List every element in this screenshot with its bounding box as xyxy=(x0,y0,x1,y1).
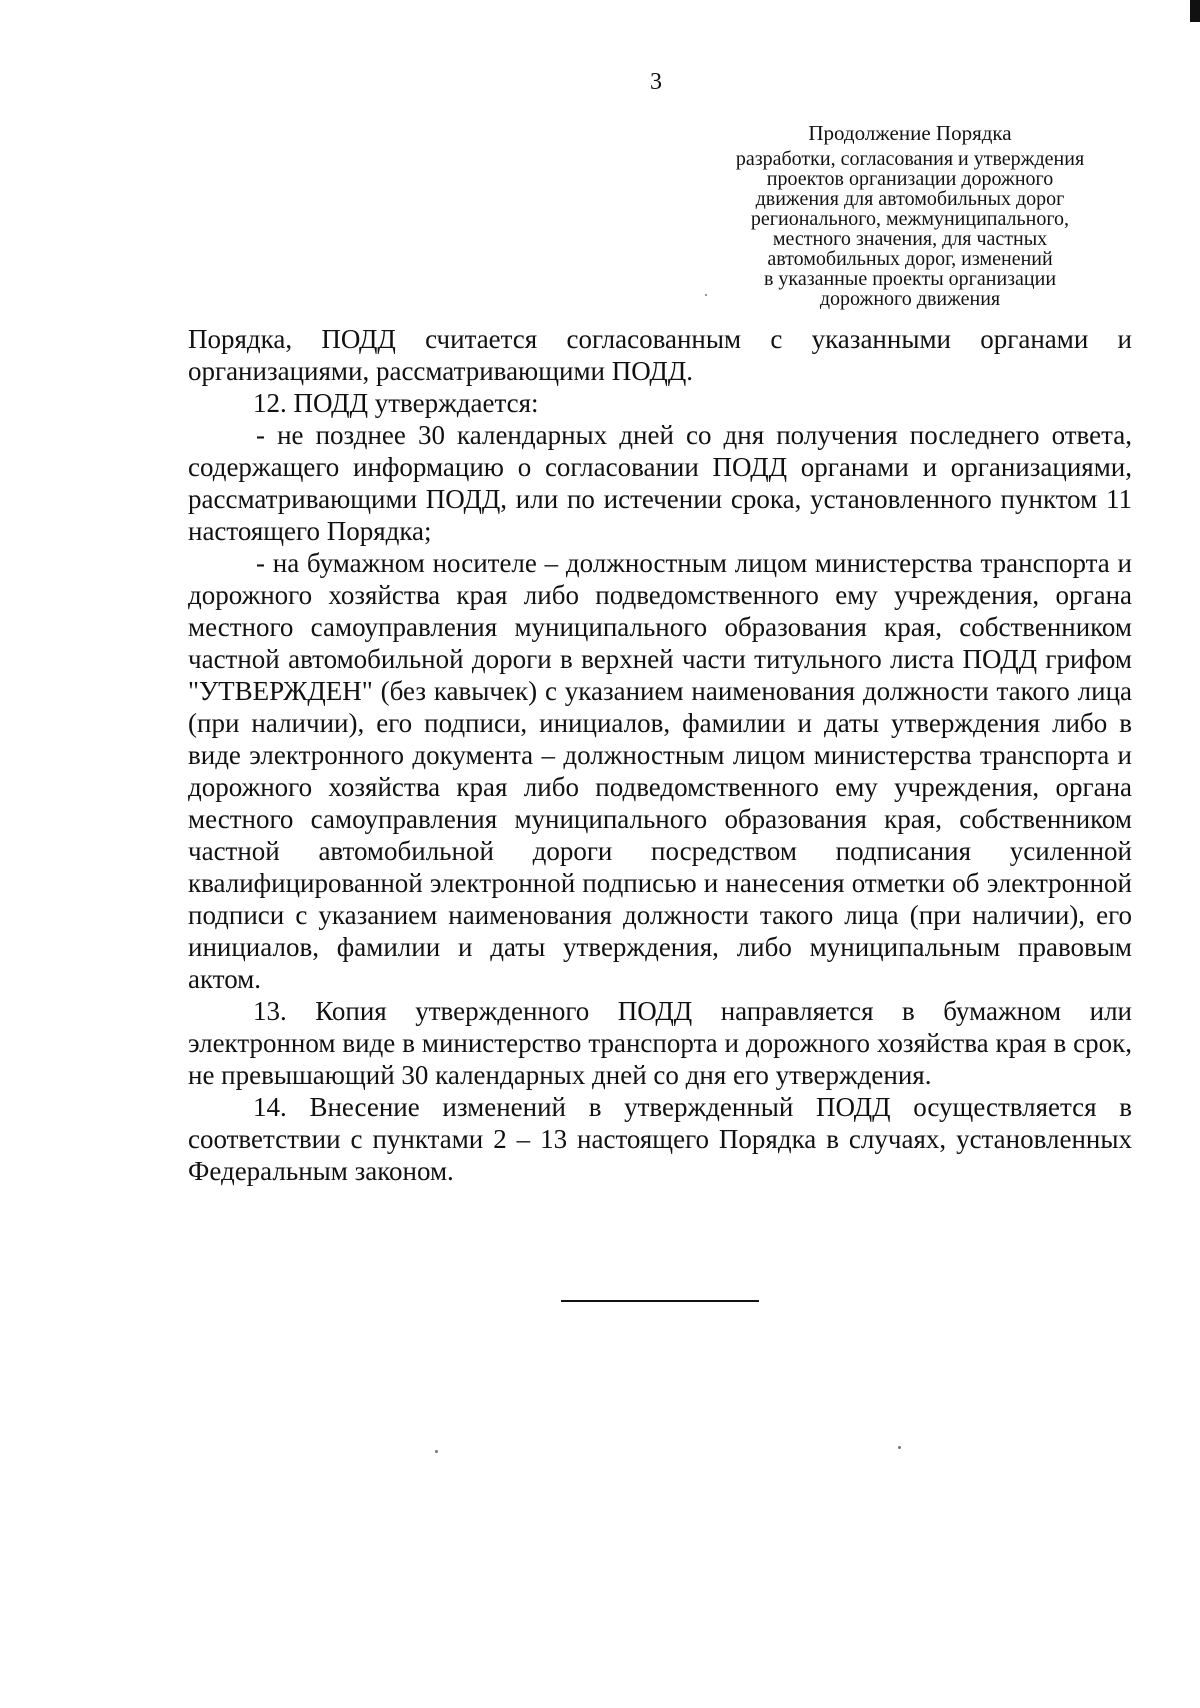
paragraph-12-heading: 12. ПОДД утверждается: xyxy=(253,388,539,418)
header-line: местного значения, для частных xyxy=(772,228,1048,250)
paragraph-12-item-1: - не позднее 30 календарных дней со дня получения последнего ответа, содержащего информацию о согласовании ПОДД органами и организациями, рассматривающими ПОДД, или по истечении срока, установленного пунктом 11 настоящего Порядка; xyxy=(188,420,1132,546)
header-line: в указанные проекты организации xyxy=(763,268,1057,290)
header-line: автомобильных дорог, изменений xyxy=(767,248,1053,270)
scan-edge-mark xyxy=(1190,0,1200,22)
document-header xyxy=(690,119,1130,309)
header-line: проектов организации дорожного xyxy=(766,168,1054,190)
paragraph-continuation: Порядка, ПОДД считается согласованным с указанными органами и организациями, рассматривающими ПОДД. xyxy=(188,324,1132,386)
paragraph-12-item-2: - на бумажном носителе – должностным лицом министерства транспорта и дорожного хозяйства края либо подведомственного ему учреждения, органа местного самоуправления муниципального образования края, собственником частной автомобильной дороги в верхней части титульного листа ПОДД грифом "УТВЕРЖДЕН" (без кавычек) с указанием наименования должности такого лица (при наличии), его подписи, инициалов, фамилии и даты утверждения либо в виде электронного документа – должностным лицом министерства транспорта и дорожного хозяйства края либо подведомственного ему учреждения, органа местного самоуправления муниципального образования края, собственником частной автомобильной дороги посредством подписания усиленной квалифицированной электронной подписью и нанесения отметки об электронной подписи с указанием наименования должности такого лица (при наличии), его инициалов, фамилии и даты утверждения, либо муниципальным правовым актом. xyxy=(188,548,1132,994)
header-line: дорожного движения xyxy=(819,288,1001,310)
header-line: регионального, межмуниципального, xyxy=(750,208,1070,230)
header-title: Продолжение Порядка xyxy=(808,121,1012,145)
scan-speck xyxy=(898,1446,901,1449)
page-number: 3 xyxy=(650,69,662,95)
paragraph-13: 13. Копия утвержденного ПОДД направляется в бумажном или электронном виде в министерство транспорта и дорожного хозяйства края в срок, не превышающий 30 календарных дней со дня его утверждения. xyxy=(188,996,1132,1090)
document-body xyxy=(188,323,1132,1187)
scan-speck xyxy=(435,1450,438,1453)
scan-speck xyxy=(705,294,707,296)
header-line: разработки, согласования и утверждения xyxy=(735,148,1085,170)
paragraph-14: 14. Внесение изменений в утвержденный ПОДД осуществляется в соответствии с пунктами 2 – 13 настоящего Порядка в случаях, установленных Федеральным законом. xyxy=(188,1092,1132,1186)
end-of-text-rule xyxy=(561,1300,759,1302)
header-line: движения для автомобильных дорог xyxy=(755,188,1065,210)
